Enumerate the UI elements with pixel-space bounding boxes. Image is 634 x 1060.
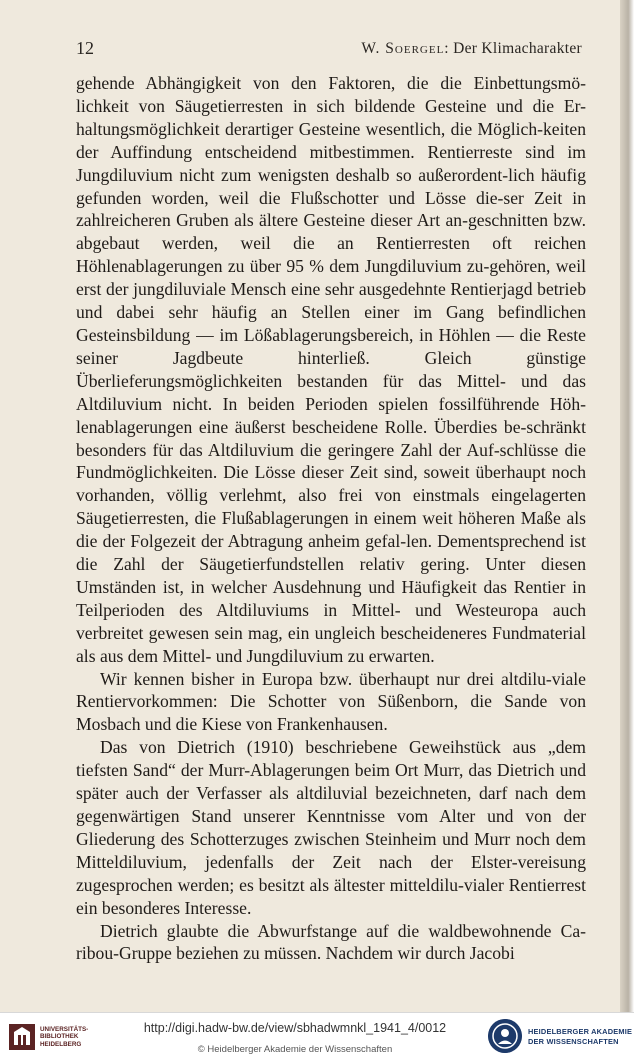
viewer-footer	[0, 1012, 634, 1060]
page-edge-shadow	[620, 0, 634, 1012]
page-number: 12	[76, 38, 94, 58]
page-header	[76, 38, 582, 64]
copyright-notice: © Heidelberger Akademie der Wissenschaften	[197, 1044, 393, 1055]
university-crest-icon	[8, 1023, 36, 1051]
academy-line-1: HEIDELBERGER AKADEMIE	[528, 1027, 633, 1036]
academy-line-2: DER WISSENSCHAFTEN	[528, 1036, 619, 1046]
paragraph-3: Das von Dietrich (1910) beschriebene Geweihstück aus „dem tiefsten Sand“ der Murr-Ablagerungen beim Ort Murr, das Dietrich und später auch der Verfasser als altdiluvial bezeichneten, darf nach dem gegenwärtigen Stand unserer Kenntnisse vom Alter und von der Gliederung des Schotterzuges zwischen Steinheim und Murr noch dem Mitteldiluvium, jedenfalls der Zeit nach der Elster-vereisung zugesprochen werden; es besitzt als ältester mitteldilu-vialer Rentierrest ein besonderes Interesse.	[76, 737, 586, 918]
running-head-title: Der Klimacharakter	[453, 40, 582, 57]
running-head-separator: :	[444, 40, 454, 57]
logo-line-1: UNIVERSITÄTS-	[40, 1026, 89, 1033]
logo-line-3: HEIDELBERG	[40, 1040, 82, 1048]
running-head-author: W. Soergel	[361, 40, 445, 57]
university-library-name	[40, 1026, 88, 1048]
running-head	[361, 40, 582, 58]
paragraph-2: Wir kennen bisher in Europa bzw. überhaupt nur drei altdilu-viale Rentiervorkommen: Die Schotter von Süßenborn, die Sande von Mosbach und die Kiese von Frankenhausen.	[76, 668, 586, 735]
permalink-url[interactable]: http://digi.hadw-bw.de/view/sbhadwmnkl_1941_4/0012	[143, 1021, 447, 1035]
university-library-logo[interactable]	[8, 1021, 130, 1053]
logo-line-2: BIBLIOTHEK	[40, 1033, 79, 1041]
paragraph-4: Dietrich glaubte die Abwurfstange auf die waldbewohnende Ca-ribou-Gruppe beziehen zu müssen. Nachdem wir durch Jacobi	[76, 920, 586, 964]
body-text	[76, 72, 586, 965]
academy-seal-icon	[488, 1019, 522, 1053]
academy-logo[interactable]	[488, 1019, 634, 1055]
academy-name	[528, 1027, 632, 1046]
paragraph-1: gehende Abhängigkeit von den Faktoren, die die Einbettungsmö-lichkeit von Säugetierresten in sich bildende Gesteine und die Er-haltungsmöglichkeit derartiger Gesteine wesentlich, die Möglich-keiten der Auffindung entscheidend mitbestimmen. Rentierreste sind im Jungdiluvium nicht zum wenigsten deshalb so außerordent-lich häufig gefunden worden, weil die Flußschotter und Lösse die-ser Zeit in zahlreicheren Gruben als ältere Gesteine dieser Art an-geschnitten bzw. abgebaut werden, weil die an Rentierresten oft reichen Höhlenablagerungen zu über 95 % dem Jungdiluvium zu-gehören, weil erst der jungdiluviale Mensch eine sehr ausgedehnte Rentierjagd betrieb und dabei sehr häufig an Stellen einer im Gang befindlichen Gesteinsbildung — im Lößablagerungsbereich, in Höhlen — die Reste seiner Jagdbeute hinterließ. Gleich günstige Überlieferungsmöglichkeiten bestanden für das Mittel- und das Altdiluvium nicht. In beiden Perioden spielen fossilführende Höh-lenablagerungen eine äußerst bescheidene Rolle. Überdies be-schränkt besonders für das Altdiluvium die geringere Zahl der Auf-schlüsse die Fundmöglichkeiten. Die Lösse dieser Zeit sind, soweit überhaupt noch vorhanden, völlig verlehmt, also frei von einstmals eingelagerten Säugetierresten, die Flußablagerungen in einem weit höheren Maße als die der Folgezeit der Abtragung anheim gefal-len. Dementsprechend ist die Zahl der Säugetierfundstellen relativ gering. Unter diesen Umständen ist, in welcher Ausdehnung und Häufigkeit das Rentier in Teilperioden des Altdiluviums in Mittel- und Westeuropa auch verbreitet gewesen sein mag, ein ungleich bescheideneres Fundmaterial als aus dem Mittel- und Jungdiluvium zu erwarten.	[76, 73, 586, 666]
